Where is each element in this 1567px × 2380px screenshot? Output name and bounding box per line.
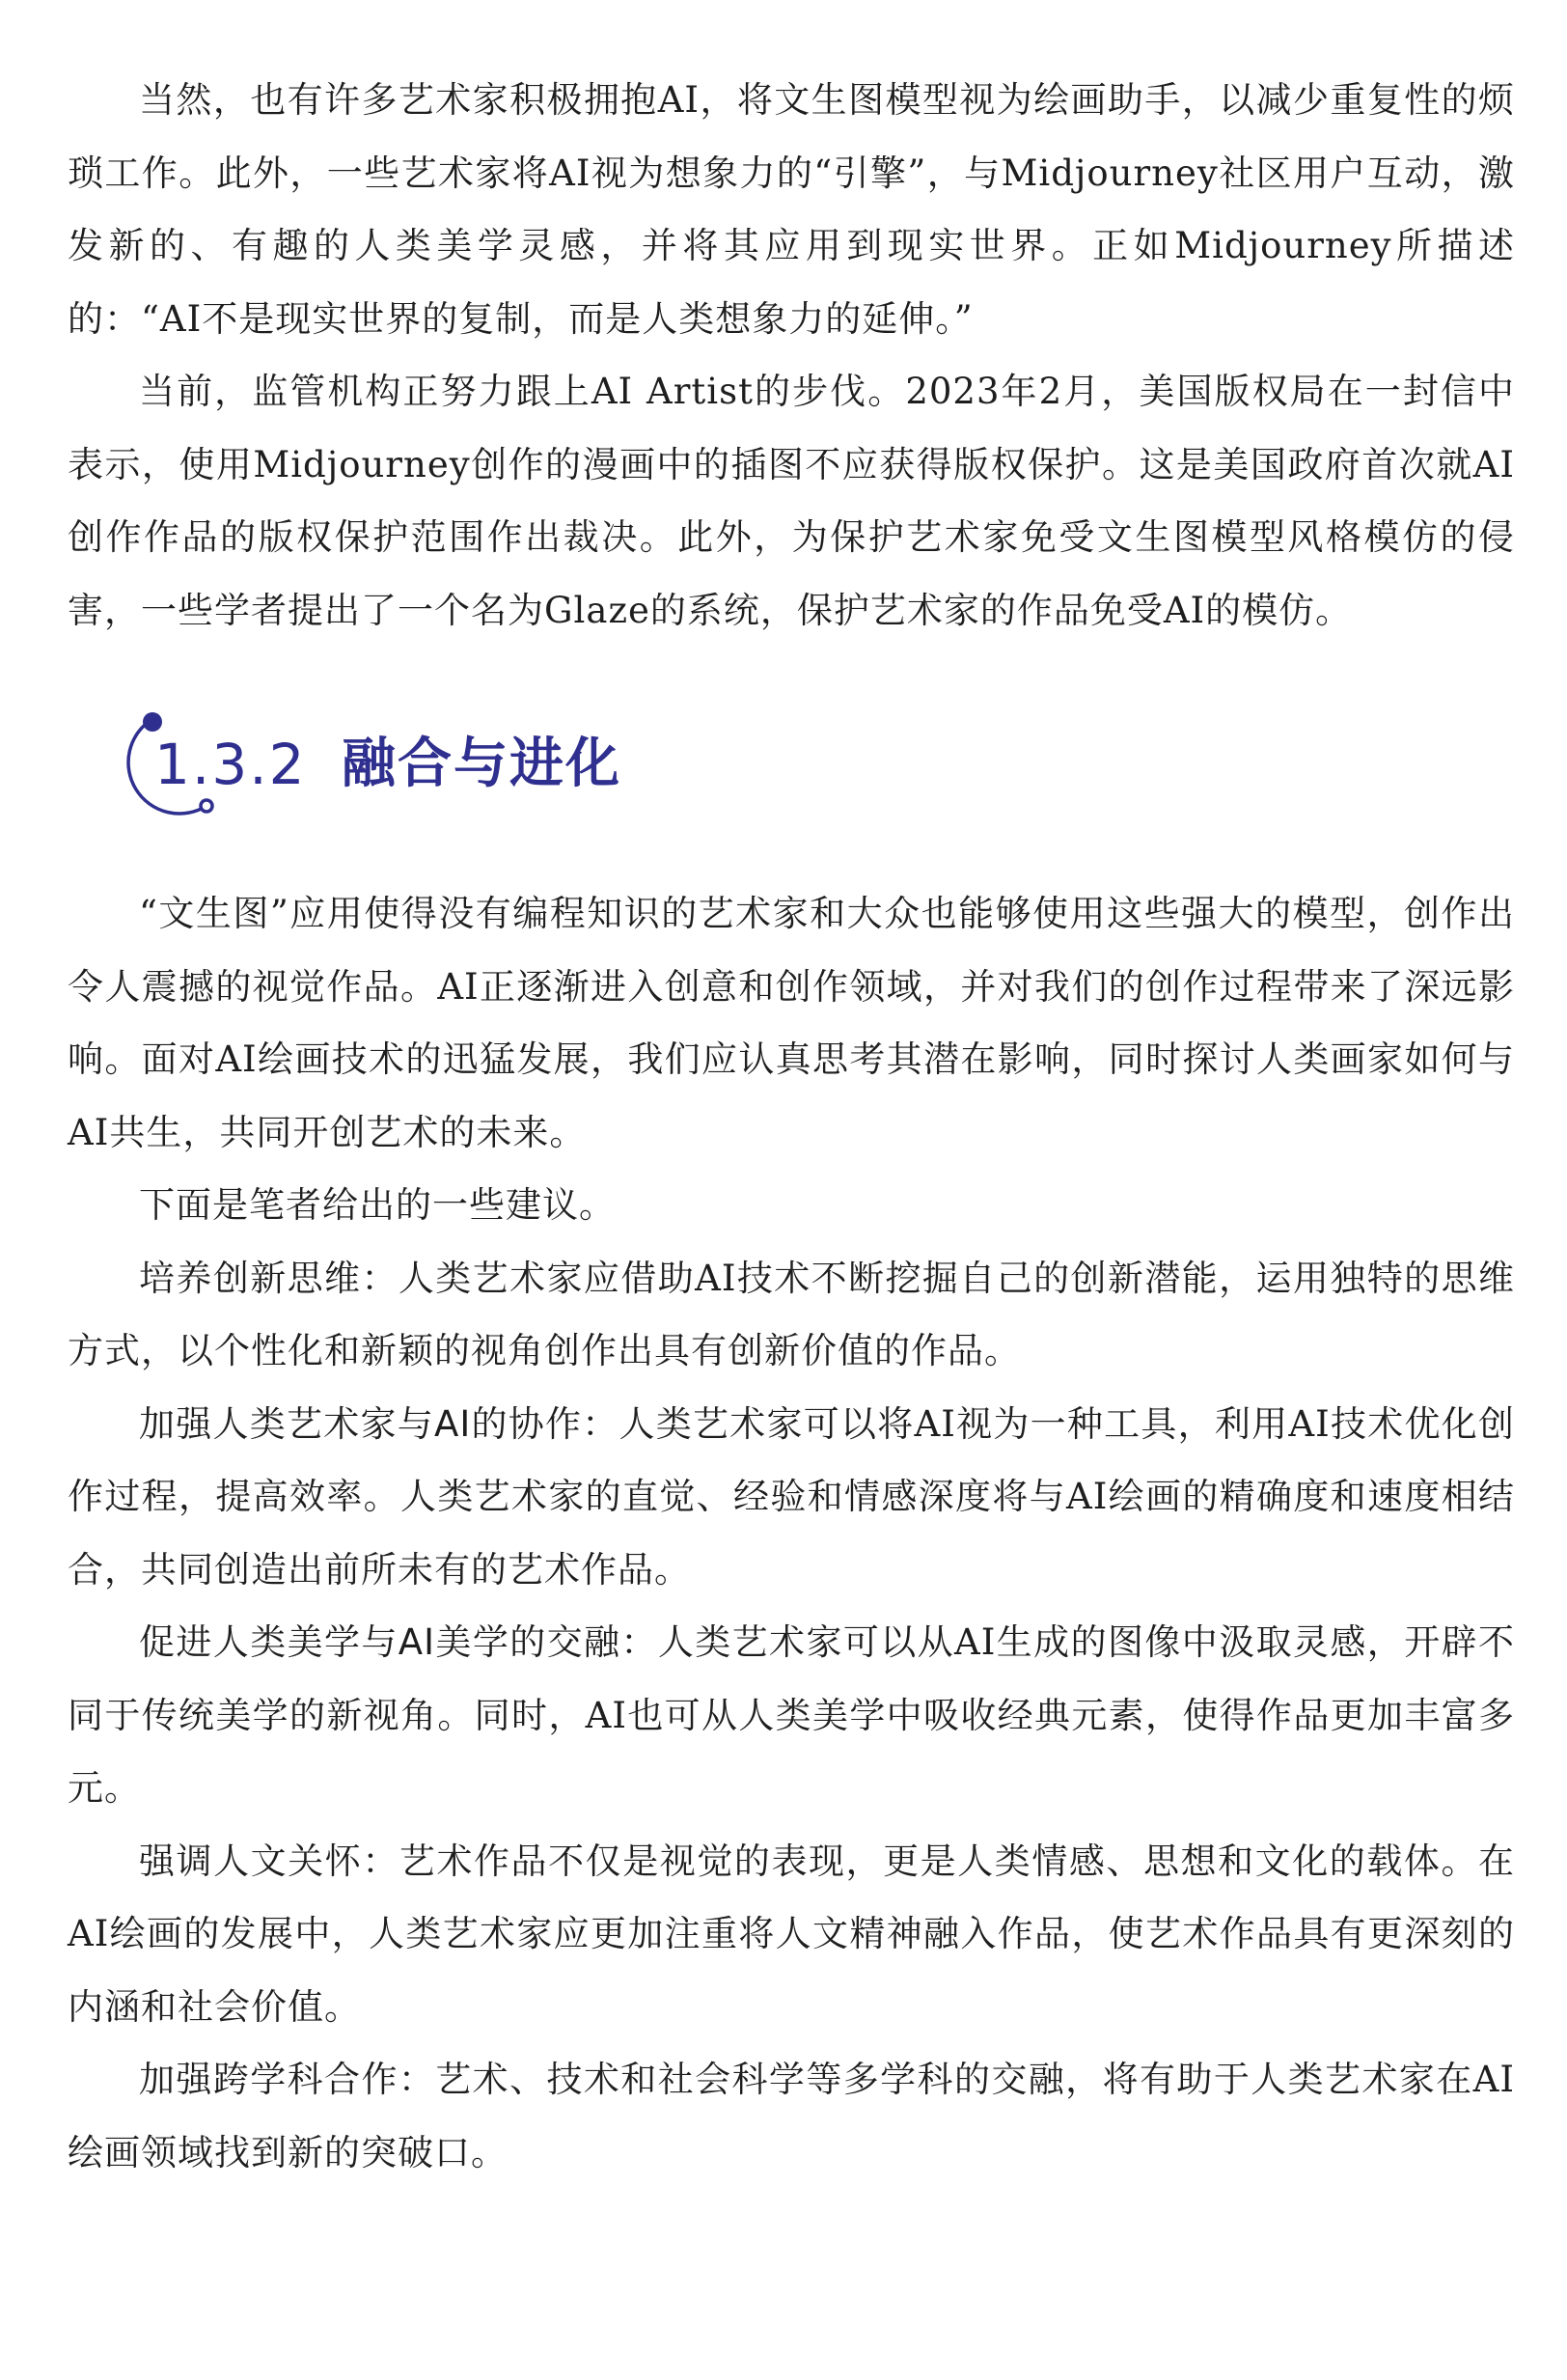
- suggestion-humanism: [68, 1825, 1515, 2044]
- suggestion-lead: 加强人类艺术家与AI的协作：: [139, 1402, 619, 1445]
- paragraph-embracing-ai: 当然，也有许多艺术家积极拥抱AI，将文生图模型视为绘画助手，以减少重复性的烦琐工作。此外，一些艺术家将AI视为想象力的“引擎”，与Midjourney社区用户互动，激发新的、有趣的人类美学灵感，并将其应用到现实世界。正如Midjourney所描述的：“AI不是现实世界的复制，而是人类想象力的延伸。”: [68, 79, 1515, 340]
- suggestion-lead: 培养创新思维：: [139, 1257, 399, 1299]
- section-heading: [68, 707, 1515, 877]
- section-number: 1.3.2: [154, 732, 307, 797]
- paragraph-regulation: 当前，监管机构正努力跟上AI Artist的步伐。2023年2月，美国版权局在一封信中表示，使用Midjourney创作的漫画中的插图不应获得版权保护。这是美国政府首次就AI创作作品的版权保护范围作出裁决。此外，为保护艺术家免受文生图模型风格模仿的侵害，一些学者提出了一个名为Glaze的系统，保护艺术家的作品免受AI的模仿。: [68, 371, 1515, 631]
- section-title: 融合与进化: [342, 733, 621, 795]
- suggestion-aesthetics: [68, 1606, 1515, 1825]
- suggestion-collaboration: [68, 1388, 1515, 1607]
- suggestion-innovation: [68, 1242, 1515, 1388]
- suggestion-lead: 加强跨学科合作：: [139, 2059, 436, 2100]
- suggestion-text: 艺术作品不仅是视觉的表现，更是人类情感、思想和文化的载体。在AI绘画的发展中，人类艺术家应更加注重将人文精神融入作品，使艺术作品具有更深刻的内涵和社会价值。: [68, 1840, 1515, 2028]
- page-content: [68, 64, 1515, 2189]
- suggestion-lead: 促进人类美学与AI美学的交融：: [139, 1621, 658, 1663]
- suggestion-text: 人类艺术家可以从AI生成的图像中汲取灵感，开辟不同于传统美学的新视角。同时，AI也可从人类美学中吸收经典元素，使得作品更加丰富多元。: [68, 1621, 1515, 1809]
- paragraph-intro: “文生图”应用使得没有编程知识的艺术家和大众也能够使用这些强大的模型，创作出令人震撼的视觉作品。AI正逐渐进入创意和创作领域，并对我们的创作过程带来了深远影响。面对AI绘画技术的迅猛发展，我们应认真思考其潜在影响，同时探讨人类画家如何与AI共生，共同开创艺术的未来。: [68, 893, 1515, 1153]
- suggestion-interdisciplinary: [68, 2043, 1515, 2189]
- paragraph-suggestions-lead: 下面是笔者给出的一些建议。: [139, 1184, 616, 1226]
- suggestion-text: 人类艺术家可以将AI视为一种工具，利用AI技术优化创作过程，提高效率。人类艺术家的直觉、经验和情感深度将与AI绘画的精确度和速度相结合，共同创造出前所未有的艺术作品。: [68, 1402, 1515, 1591]
- suggestion-lead: 强调人文关怀：: [139, 1840, 399, 1882]
- suggestion-text: 人类艺术家应借助AI技术不断挖掘自己的创新潜能，运用独特的思维方式，以个性化和新颖的视角创作出具有创新价值的作品。: [68, 1257, 1515, 1371]
- suggestion-text: 艺术、技术和社会科学等多学科的交融，将有助于人类艺术家在AI绘画领域找到新的突破口。: [68, 2059, 1515, 2173]
